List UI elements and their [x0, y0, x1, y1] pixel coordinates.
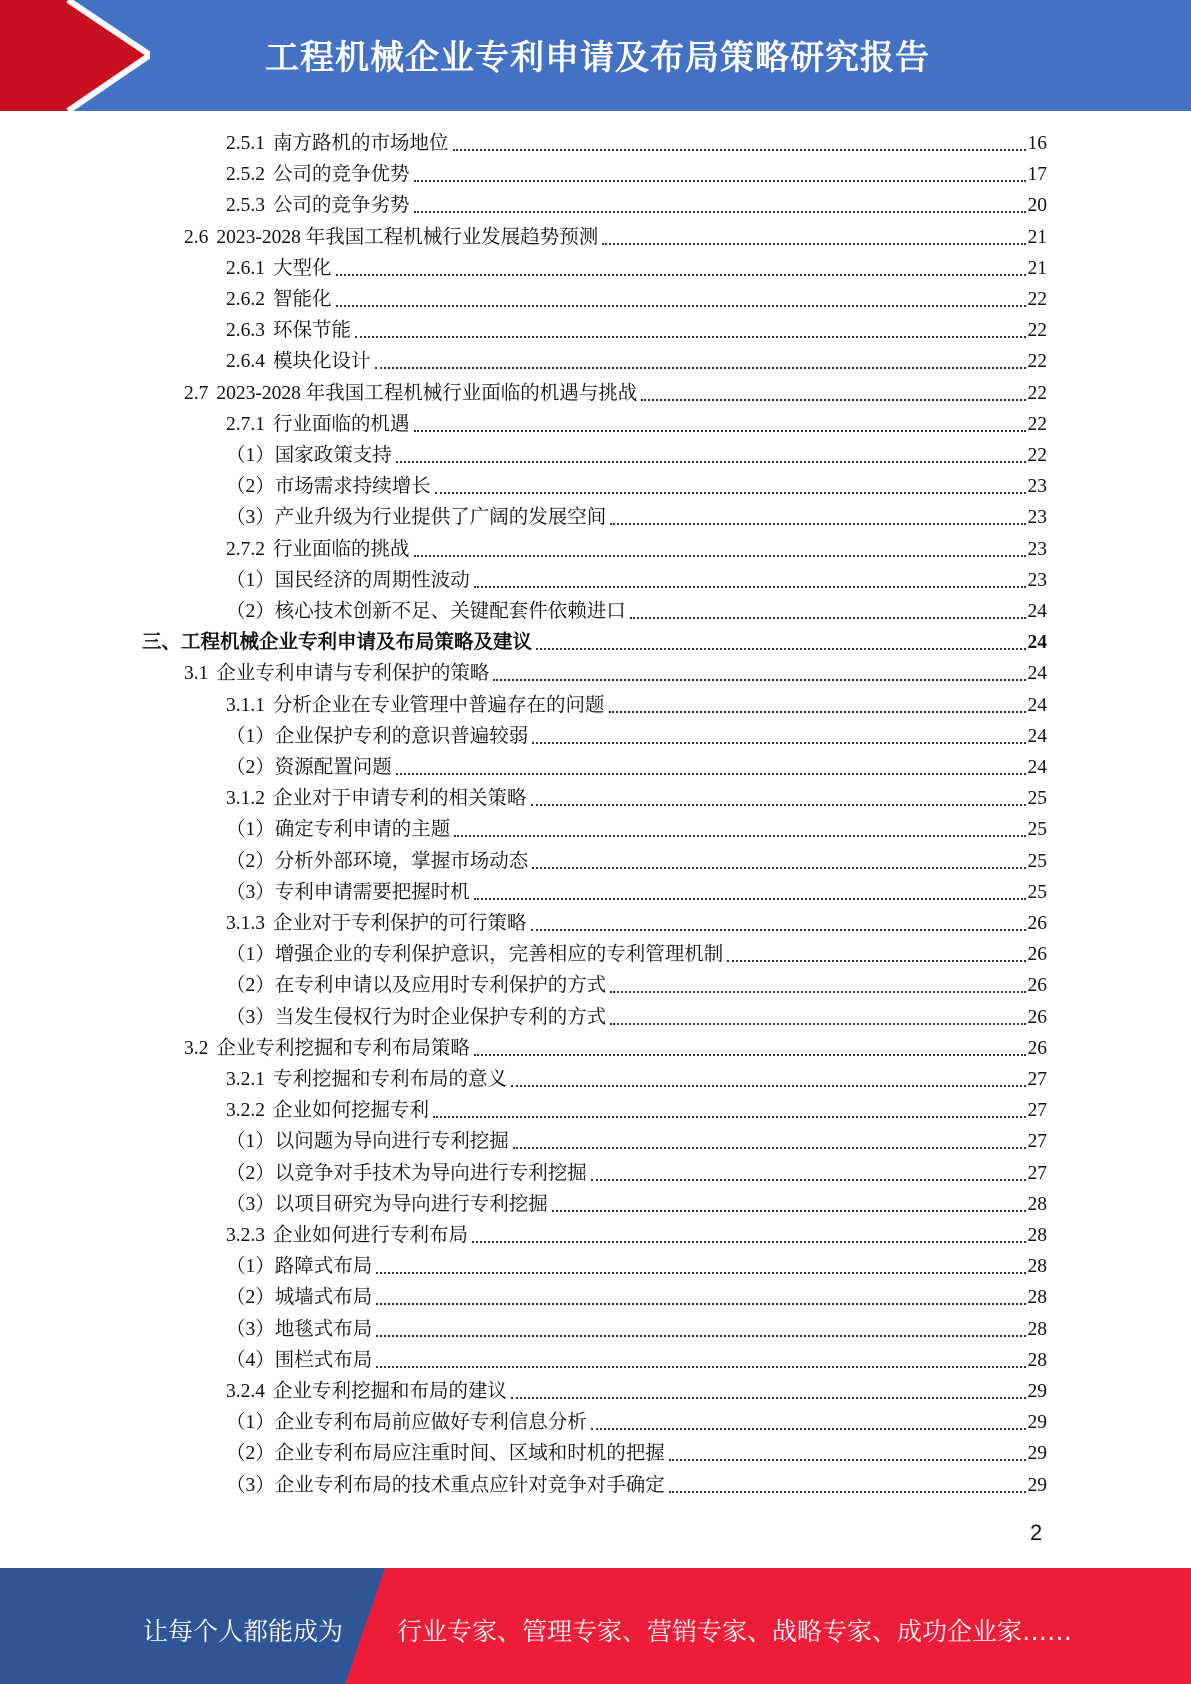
toc-entry-page: 26 [1027, 1007, 1047, 1028]
toc-entry-page: 27 [1027, 1100, 1047, 1121]
toc-entry-number: 2.6.2 [226, 289, 265, 310]
toc-entry-page: 21 [1027, 258, 1047, 279]
toc-dot-leader [474, 867, 1026, 900]
footer-slogan-left: 让每个人都能成为 [143, 1617, 344, 1646]
toc-entry-number: 3.2 [184, 1038, 209, 1059]
toc-entry-title: 2023-2028 年我国工程机械行业面临的机遇与挑战 [216, 383, 638, 404]
toc-dot-leader [609, 680, 1026, 713]
toc-dot-leader [435, 461, 1026, 494]
toc-entry-number: 2.5.3 [226, 195, 265, 216]
toc-entry-title: 企业专利挖掘和布局的建议 [273, 1381, 508, 1402]
toc-entry-title: 增强企业的专利保护意识，完善相应的专利管理机制 [274, 944, 724, 965]
toc-entry-page: 22 [1027, 320, 1047, 341]
toc-dot-leader [493, 648, 1025, 681]
toc-entry-page: 23 [1027, 570, 1047, 591]
toc-entry-page: 27 [1027, 1131, 1047, 1152]
toc-entry-title: 国民经济的周期性波动 [274, 570, 470, 591]
toc-entry-number: 2.6.4 [226, 351, 265, 372]
toc-entry-number: （2） [226, 1287, 275, 1308]
page-number: 2 [1030, 1520, 1043, 1545]
toc-entry-number: 2.6 [184, 227, 209, 248]
toc-dot-leader [531, 898, 1026, 931]
toc-dot-leader [414, 524, 1026, 557]
toc-entry-title: 在专利申请以及应用时专利保护的方式 [274, 975, 607, 996]
red-chevron-decoration [0, 0, 150, 111]
toc-dot-leader [414, 180, 1026, 213]
toc-dot-leader [532, 836, 1025, 869]
toc-entry-number: 2.6.1 [226, 258, 265, 279]
toc-entry-title: 分析企业在专业管理中普遍存在的问题 [273, 695, 605, 716]
toc-entry-number: （2） [226, 851, 275, 872]
toc-entry-title: 企业专利布局前应做好专利信息分析 [274, 1412, 587, 1433]
toc-entry-title: 地毯式布局 [274, 1319, 373, 1340]
toc-entry-title: 模块化设计 [273, 351, 371, 372]
toc-entry-number: 3.1.3 [226, 913, 265, 934]
toc-entry-page: 22 [1027, 383, 1047, 404]
toc-entry-number: （3） [226, 1194, 275, 1215]
toc-entry-number: （1） [226, 944, 275, 965]
toc-entry-title: 工程机械企业专利申请及布局策略及建议 [181, 632, 533, 653]
toc-entry-number: 2.5.1 [226, 133, 265, 154]
toc-dot-leader [376, 1241, 1025, 1274]
toc-dot-leader [454, 804, 1025, 837]
toc-entry-page: 26 [1027, 1038, 1047, 1059]
toc-entry-title: 城墙式布局 [274, 1287, 373, 1308]
toc-entry-number: （3） [226, 882, 275, 903]
toc-entry-title: 企业专利布局应注重时间、区域和时机的把握 [274, 1443, 665, 1464]
toc-entry-page: 29 [1027, 1475, 1047, 1496]
toc-entry-number: （1） [226, 570, 275, 591]
toc-dot-leader [336, 243, 1026, 276]
toc-entry-page: 25 [1027, 788, 1047, 809]
report-title: 工程机械企业专利申请及布局策略研究报告 [265, 38, 930, 78]
toc-entry-page: 27 [1027, 1163, 1047, 1184]
toc-entry-title: 围栏式布局 [274, 1350, 373, 1371]
toc-dot-leader [375, 336, 1026, 369]
toc-dot-leader [396, 430, 1026, 463]
toc-entry-number: （2） [226, 1163, 275, 1184]
toc-entry-title: 2023-2028 年我国工程机械行业发展趋势预测 [216, 227, 599, 248]
toc-dot-leader [669, 1460, 1026, 1493]
toc-entry-number: 3.2.2 [226, 1100, 265, 1121]
toc-dot-leader [355, 305, 1025, 338]
toc-entry-title: 行业面临的挑战 [273, 539, 410, 560]
toc-entry-number: 2.7.1 [226, 414, 265, 435]
toc-entry-number: （2） [226, 757, 275, 778]
toc-entry-number: （1） [226, 819, 275, 840]
toc-entry-page: 24 [1027, 601, 1047, 622]
toc-entry-title: 企业对于申请专利的相关策略 [273, 788, 527, 809]
toc-dot-leader [472, 1210, 1025, 1243]
page-footer [0, 1568, 1191, 1684]
toc-entry-title: 分析外部环境，掌握市场动态 [274, 851, 529, 872]
toc-dot-leader [511, 1054, 1025, 1087]
toc-entry-number: （2） [226, 1443, 275, 1464]
toc-dot-leader [641, 368, 1025, 401]
toc-entry-page: 20 [1027, 195, 1047, 216]
toc-entry-number: （2） [226, 975, 275, 996]
footer-slogan-right: 行业专家、管理专家、营销专家、战略专家、成功企业家…… [397, 1617, 1073, 1646]
toc-entry-page: 21 [1027, 227, 1047, 248]
toc-entry-page: 25 [1027, 882, 1047, 903]
toc-entry-page: 24 [1027, 726, 1047, 747]
toc-entry-page: 24 [1027, 663, 1047, 684]
toc-entry-number: 3.1.1 [226, 695, 265, 716]
toc-entry-page: 28 [1027, 1319, 1047, 1340]
toc-entry-title: 环保节能 [273, 320, 352, 341]
toc-dot-leader [552, 1179, 1026, 1212]
toc-entry-number: （1） [226, 1412, 275, 1433]
toc-entry-title: 专利申请需要把握时机 [274, 882, 470, 903]
toc-dot-leader [591, 1148, 1026, 1181]
toc-dot-leader [610, 960, 1025, 993]
toc-entry-title: 企业专利申请与专利保护的策略 [216, 663, 490, 684]
toc-entry-title: 企业如何进行专利布局 [273, 1225, 469, 1246]
toc-entry-title: 公司的竞争优势 [273, 164, 410, 185]
toc-entry-page: 23 [1027, 507, 1047, 528]
toc-entry-number: （1） [226, 445, 275, 466]
toc-entry-page: 22 [1027, 289, 1047, 310]
toc-entry-title: 智能化 [273, 289, 332, 310]
toc-entry-number: 2.5.2 [226, 164, 265, 185]
toc-entry-page: 22 [1027, 445, 1047, 466]
toc-entry-page: 23 [1027, 476, 1047, 497]
toc-entry-page: 16 [1027, 133, 1047, 154]
toc-dot-leader [433, 1085, 1025, 1118]
toc-entry-number: 3.1 [184, 663, 209, 684]
toc-dot-leader [336, 274, 1026, 307]
toc-entry-number: （3） [226, 507, 275, 528]
toc-entry-number: 2.7.2 [226, 539, 265, 560]
toc-entry-page: 23 [1027, 539, 1047, 560]
toc-dot-leader [532, 711, 1025, 744]
toc-dot-leader [630, 586, 1026, 619]
toc-entry-title: 大型化 [273, 258, 332, 279]
toc-entry-title: 以竞争对手技术为导向进行专利挖掘 [274, 1163, 587, 1184]
toc-dot-leader [453, 118, 1026, 151]
toc-entry-page: 24 [1027, 695, 1047, 716]
toc-entry-title: 核心技术创新不足、关键配套件依赖进口 [274, 601, 626, 622]
toc-entry[interactable] [226, 1470, 1047, 1501]
toc-dot-leader [511, 1366, 1025, 1399]
toc-entry-title: 确定专利申请的主题 [274, 819, 451, 840]
toc-entry-number: 三、 [142, 632, 182, 653]
toc-entry-page: 28 [1027, 1225, 1047, 1246]
toc-entry-number: 3.1.2 [226, 788, 265, 809]
toc-entry-page: 29 [1027, 1412, 1047, 1433]
toc-entry-title: 路障式布局 [274, 1256, 373, 1277]
toc-entry-page: 22 [1027, 351, 1047, 372]
toc-entry-title: 以项目研究为导向进行专利挖掘 [274, 1194, 548, 1215]
toc-entry-page: 28 [1027, 1256, 1047, 1277]
toc-entry-page: 28 [1027, 1194, 1047, 1215]
toc-entry-title: 南方路机的市场地位 [273, 133, 449, 154]
toc-entry-title: 专利挖掘和专利布局的意义 [273, 1069, 508, 1090]
toc-entry-number: 2.6.3 [226, 320, 265, 341]
toc-entry-title: 当发生侵权行为时企业保护专利的方式 [274, 1007, 607, 1028]
toc-entry-page: 26 [1027, 975, 1047, 996]
toc-entry-number: （1） [226, 726, 275, 747]
toc-entry-page: 22 [1027, 414, 1047, 435]
toc-entry-page: 17 [1027, 164, 1047, 185]
toc-entry-title: 公司的竞争劣势 [273, 195, 410, 216]
toc-entry-number: 3.2.3 [226, 1225, 265, 1246]
toc-entry-title: 企业专利布局的技术重点应针对竞争对手确定 [274, 1475, 665, 1496]
toc-entry-title: 企业对于专利保护的可行策略 [273, 913, 527, 934]
toc-dot-leader [591, 1397, 1026, 1430]
toc-entry-number: （2） [226, 476, 275, 497]
toc-entry-page: 25 [1027, 819, 1047, 840]
toc-entry-title: 行业面临的机遇 [273, 414, 410, 435]
toc-dot-leader [536, 617, 1025, 650]
toc-entry-title: 资源配置问题 [274, 757, 392, 778]
toc-dot-leader [669, 1428, 1026, 1461]
toc-entry-title: 以问题为导向进行专利挖掘 [274, 1131, 509, 1152]
toc-entry-number: 3.2.4 [226, 1381, 265, 1402]
toc-entry-number: （4） [226, 1350, 275, 1371]
toc-entry-title: 国家政策支持 [274, 445, 392, 466]
toc-dot-leader [376, 1335, 1025, 1368]
toc-entry-page: 29 [1027, 1443, 1047, 1464]
toc-entry-title: 企业专利挖掘和专利布局策略 [216, 1038, 470, 1059]
toc-dot-leader [474, 1023, 1026, 1056]
toc-entry-page: 26 [1027, 944, 1047, 965]
toc-entry-page: 24 [1027, 632, 1047, 653]
toc-entry-number: （1） [226, 1131, 275, 1152]
toc-entry-title: 企业如何挖掘专利 [273, 1100, 430, 1121]
toc-entry-page: 25 [1027, 851, 1047, 872]
toc-entry-title: 企业保护专利的意识普遍较弱 [274, 726, 529, 747]
toc-entry-number: （3） [226, 1475, 275, 1496]
toc-entry-title: 市场需求持续增长 [274, 476, 431, 497]
toc-entry-page: 24 [1027, 757, 1047, 778]
toc-entry-number: 2.7 [184, 383, 209, 404]
toc-entry-number: （1） [226, 1256, 275, 1277]
toc-dot-leader [513, 1116, 1026, 1149]
page-header [0, 0, 1191, 111]
toc-entry-title: 产业升级为行业提供了广阔的发展空间 [274, 507, 607, 528]
toc-dot-leader [610, 492, 1025, 525]
toc-entry-page: 27 [1027, 1069, 1047, 1090]
toc-dot-leader [531, 773, 1026, 806]
toc-entry-number: （2） [226, 601, 275, 622]
toc-dot-leader [376, 1272, 1025, 1305]
toc-dot-leader [396, 742, 1026, 775]
toc-dot-leader [376, 1304, 1025, 1337]
toc-entry-number: （3） [226, 1007, 275, 1028]
toc-dot-leader [727, 929, 1025, 962]
toc-entry-number: 3.2.1 [226, 1069, 265, 1090]
toc-entry-page: 29 [1027, 1381, 1047, 1402]
toc-dot-leader [414, 149, 1026, 182]
toc-entry-page: 28 [1027, 1287, 1047, 1308]
toc-entry-page: 28 [1027, 1350, 1047, 1371]
toc-dot-leader [602, 212, 1025, 245]
toc-dot-leader [474, 555, 1026, 588]
toc-entry-page: 26 [1027, 913, 1047, 934]
toc-dot-leader [414, 399, 1026, 432]
toc-entry-number: （3） [226, 1319, 275, 1340]
toc-dot-leader [610, 992, 1025, 1025]
